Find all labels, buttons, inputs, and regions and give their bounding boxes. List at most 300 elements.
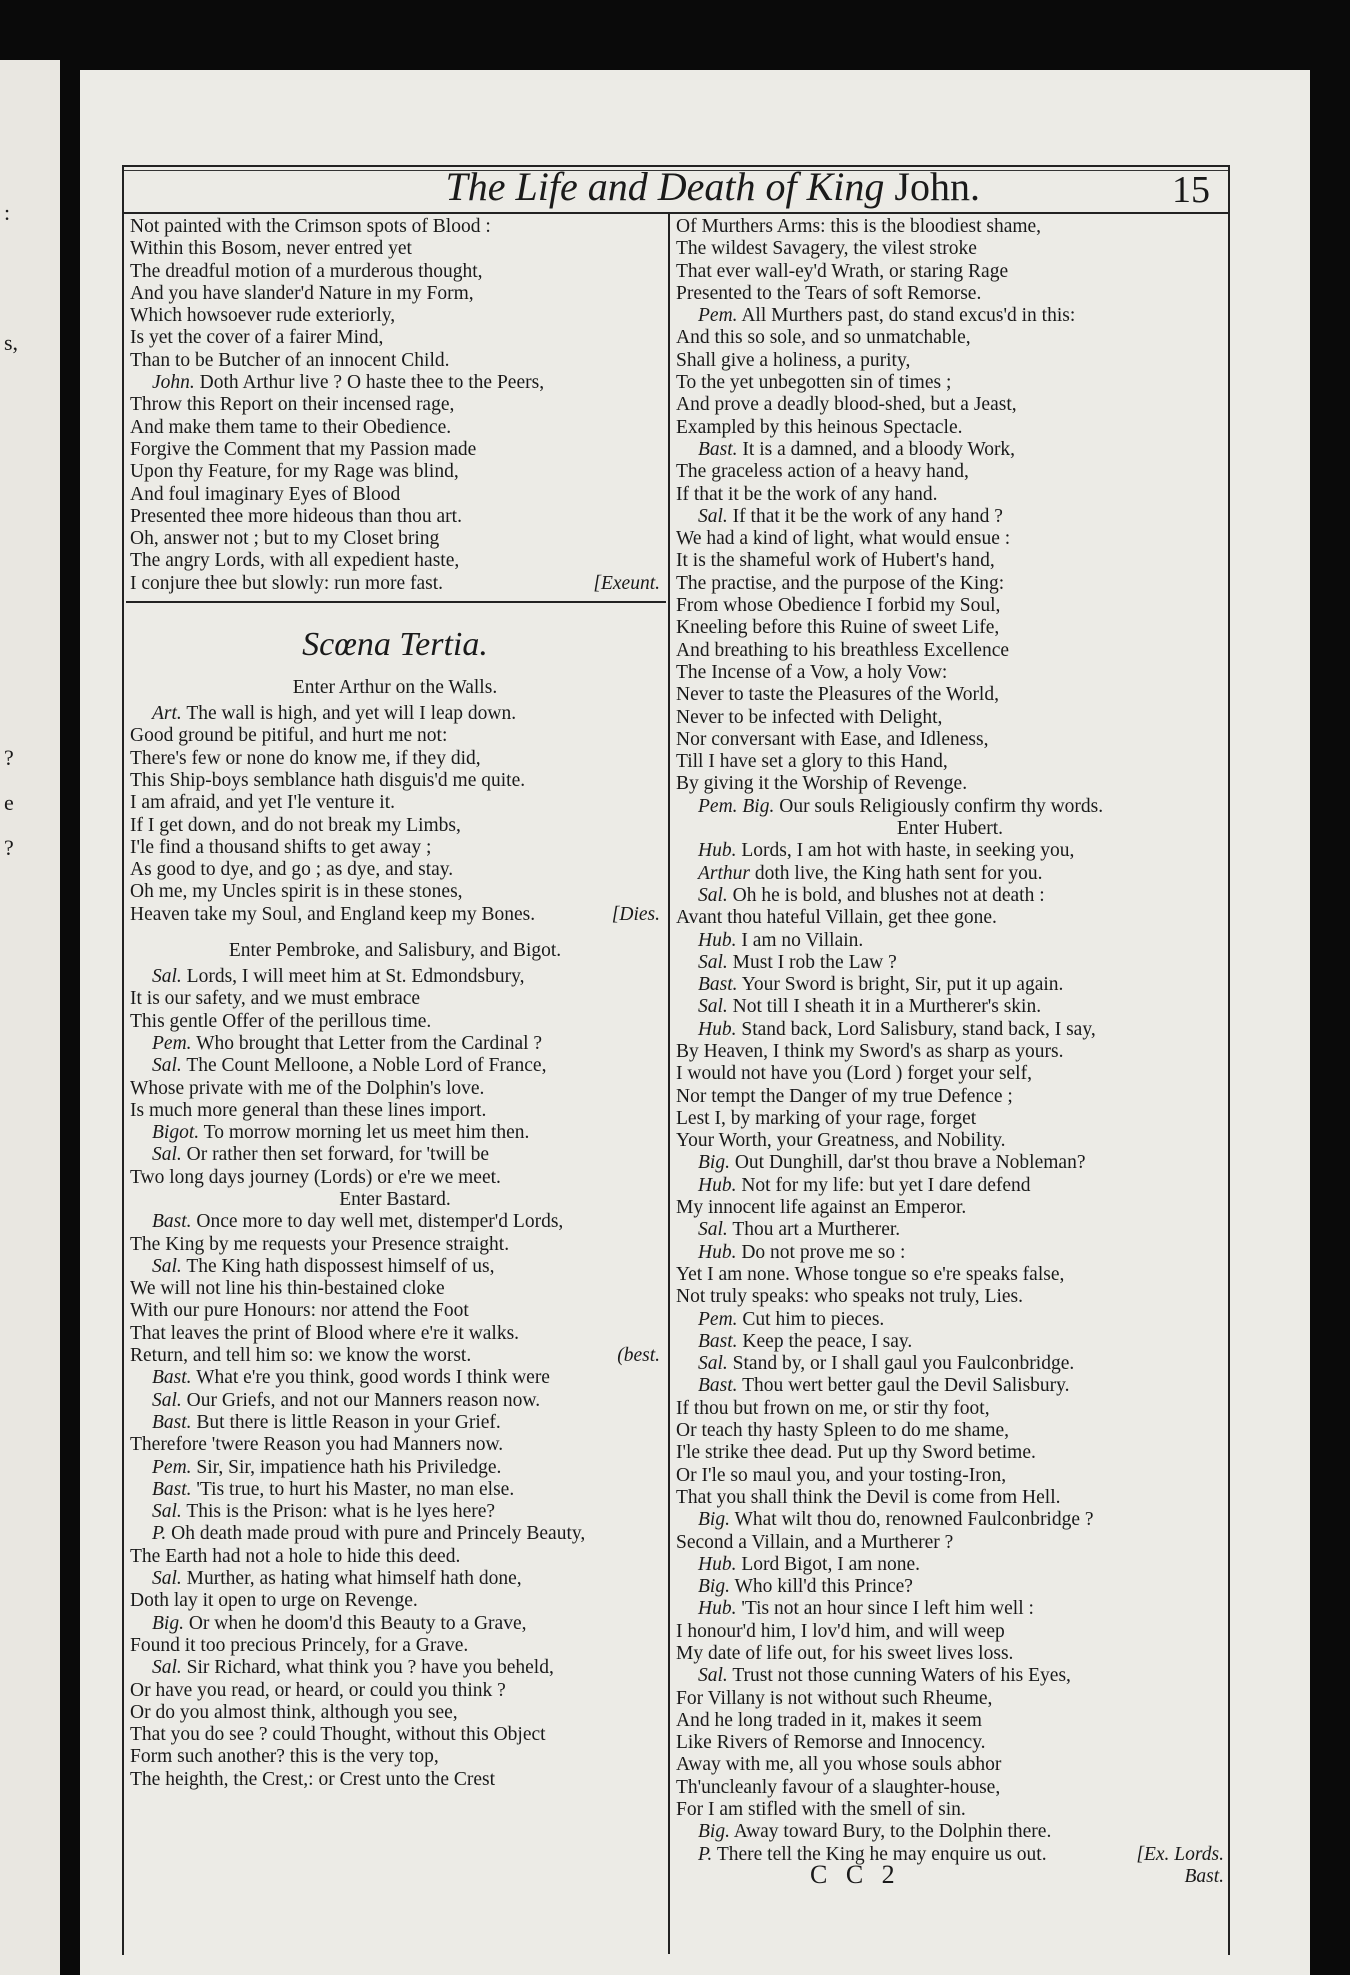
line-text: We had a kind of light, what would ensue : — [676, 528, 1011, 550]
verse-line — [676, 684, 1224, 706]
line-text: Sir Richard, what think you ? have you beheld, — [186, 1657, 554, 1679]
verse-line — [676, 1175, 1224, 1197]
verse-line — [130, 792, 660, 814]
verse-line — [130, 1234, 660, 1256]
line-text: Form such another? this is the very top, — [130, 1746, 439, 1768]
verse-line — [130, 1122, 660, 1144]
previous-page-mark: ? — [4, 745, 14, 770]
verse-line — [676, 1866, 1224, 1888]
line-text: Lords, I am hot with haste, in seeking you, — [741, 840, 1075, 862]
line-text: By Heaven, I think my Sword's as sharp as yours. — [676, 1040, 1064, 1062]
speaker-prefix: Sal. — [152, 1568, 182, 1590]
stage-direction-enter-arthur: Enter Arthur on the Walls. — [292, 677, 498, 699]
verse-line — [676, 885, 1224, 907]
verse-line — [676, 840, 1224, 862]
verse-line — [676, 1197, 1224, 1219]
line-text: Till I have set a glory to this Hand, — [676, 751, 948, 773]
frame-rule-right — [1228, 165, 1230, 1955]
verse-line — [130, 261, 660, 283]
line-text: Therefore 'twere Reason you had Manners now. — [130, 1434, 504, 1456]
left-block-1 — [130, 216, 660, 595]
line-text: Whose private with me of the Dolphin's love. — [130, 1077, 485, 1099]
speaker-prefix: Sal. — [698, 1353, 728, 1375]
speaker-prefix: Pem. — [152, 1456, 192, 1478]
verse-line — [676, 305, 1224, 327]
verse-line — [676, 1086, 1224, 1108]
verse-line — [676, 662, 1224, 684]
verse-line — [676, 261, 1224, 283]
speaker-prefix: Hub. — [698, 1018, 737, 1040]
verse-line — [676, 1219, 1224, 1241]
verse-line — [130, 1367, 660, 1389]
speaker-prefix: Hub. — [698, 1174, 737, 1196]
line-text: Avant thou hateful Villain, get thee gone. — [676, 907, 997, 929]
line-text: Your Worth, your Greatness, and Nobility. — [676, 1130, 1006, 1152]
speaker-prefix: Sal. — [152, 1144, 182, 1166]
line-text: By giving it the Worship of Revenge. — [676, 773, 968, 795]
verse-line — [676, 1442, 1224, 1464]
line-text: Two long days journey (Lords) or e're we meet. — [130, 1166, 501, 1188]
previous-page-edge — [0, 60, 60, 1975]
verse-line — [676, 707, 1224, 729]
speaker-prefix: Bast. — [698, 438, 738, 460]
line-text: That you do see ? could Thought, without this Object — [130, 1724, 546, 1746]
verse-line — [130, 1457, 660, 1479]
speaker-prefix: Sal. — [152, 1255, 182, 1277]
line-text: For I am stifled with the smell of sin. — [676, 1799, 966, 1821]
line-text: Upon thy Feature, for my Rage was blind, — [130, 461, 459, 483]
verse-line — [130, 1078, 660, 1100]
verse-line — [130, 1635, 660, 1657]
speaker-prefix: Pem. — [152, 1032, 192, 1054]
verse-line — [676, 327, 1224, 349]
verse-line — [130, 1278, 660, 1300]
line-text: Oh he is bold, and blushes not at death : — [732, 884, 1045, 906]
verse-line — [676, 1821, 1224, 1843]
header-rule — [124, 212, 1228, 214]
line-text: The graceless action of a heavy hand, — [676, 461, 969, 483]
line-text: What e're you think, good words I think were — [196, 1367, 550, 1389]
line-text: Doth lay it open to urge on Revenge. — [130, 1590, 418, 1612]
line-text: Forgive the Comment that my Passion made — [130, 438, 477, 460]
line-text: Oh, answer not ; but to my Closet bring — [130, 528, 440, 550]
verse-line — [130, 1256, 660, 1278]
verse-line — [676, 996, 1224, 1018]
verse-line — [130, 1680, 660, 1702]
speaker-prefix: John. — [152, 372, 195, 394]
verse-line — [676, 573, 1224, 595]
line-text: But there is little Reason in your Grief. — [196, 1411, 501, 1433]
line-text: Heaven take my Soul, and England keep my Bones. — [130, 903, 536, 925]
stage-direction: Enter Hubert. — [896, 818, 1004, 840]
line-text: Like Rivers of Remorse and Innocency. — [676, 1732, 986, 1754]
verse-line — [676, 1598, 1224, 1620]
line-text: Is yet the cover of a fairer Mind, — [130, 327, 384, 349]
line-text: Thou art a Murtherer. — [732, 1219, 901, 1241]
running-title — [420, 164, 980, 210]
speaker-prefix: Sal. — [152, 1657, 182, 1679]
verse-line — [676, 1309, 1224, 1331]
speaker-prefix: Bast. — [152, 1411, 192, 1433]
speaker-prefix: Big. — [698, 1576, 730, 1598]
line-text: Th'uncleanly favour of a slaughter-house, — [676, 1776, 1001, 1798]
verse-line — [676, 974, 1224, 996]
line-text: The Count Melloone, a Noble Lord of France, — [186, 1055, 547, 1077]
verse-line — [130, 1568, 660, 1590]
verse-line — [130, 1546, 660, 1568]
verse-line — [676, 417, 1224, 439]
line-text: If that it be the work of any hand. — [676, 483, 938, 505]
line-text: Shall give a holiness, a purity, — [676, 349, 911, 371]
line-text: Yet I am none. Whose tongue so e're speaks false, — [676, 1263, 1065, 1285]
verse-line — [676, 484, 1224, 506]
verse-line — [676, 1398, 1224, 1420]
verse-line — [676, 1509, 1224, 1531]
verse-line — [130, 770, 660, 792]
verse-line — [676, 595, 1224, 617]
line-text: Or have you read, or heard, or could you think ? — [130, 1679, 506, 1701]
line-text: Oh me, my Uncles spirit is in these stones, — [130, 881, 463, 903]
line-text: My innocent life against an Emperor. — [676, 1197, 967, 1219]
line-text: And he long traded in it, makes it seem — [676, 1709, 982, 1731]
verse-line — [676, 216, 1224, 238]
line-text: Second a Villain, and a Murtherer ? — [676, 1531, 954, 1553]
speaker-prefix: Hub. — [698, 1598, 737, 1620]
verse-line — [130, 988, 660, 1010]
verse-line — [676, 350, 1224, 372]
verse-line — [130, 904, 660, 926]
previous-page-mark: s, — [4, 330, 19, 355]
verse-line — [130, 1011, 660, 1033]
line-text: I am no Villain. — [741, 929, 864, 951]
line-text: Lords, I will meet him at St. Edmondsbury, — [186, 966, 525, 988]
line-text: Not for my life: but yet I dare defend — [741, 1174, 1031, 1196]
signature-mark: C C 2 — [810, 1860, 901, 1889]
line-text: The Incense of a Vow, a holy Vow: — [676, 661, 948, 683]
verse-line — [676, 1242, 1224, 1264]
speaker-prefix: Sal. — [152, 1055, 182, 1077]
line-text: Throw this Report on their incensed rage, — [130, 394, 455, 416]
verse-line — [130, 1345, 660, 1367]
verse-line — [130, 703, 660, 725]
line-flush-text: [Exeunt. — [593, 572, 660, 594]
verse-line — [676, 372, 1224, 394]
left-block-3 — [130, 966, 660, 1791]
line-text: Stand by, or I shall gaul you Faulconbridge. — [732, 1353, 1075, 1375]
previous-page-mark: : — [4, 200, 11, 225]
line-text: It is the shameful work of Hubert's hand, — [676, 550, 995, 572]
line-text: Return, and tell him so: we know the worst. — [130, 1345, 472, 1367]
running-title-name: John. — [894, 164, 980, 209]
verse-line — [130, 1746, 660, 1768]
line-text: The King hath dispossest himself of us, — [186, 1255, 495, 1277]
line-text: If that it be the work of any hand ? — [732, 505, 1003, 527]
line-text: Good ground be pitiful, and hurt me not: — [130, 725, 448, 747]
speaker-prefix: Hub. — [698, 929, 737, 951]
line-text: Not painted with the Crimson spots of Blood : — [130, 216, 491, 237]
verse-line — [676, 1688, 1224, 1710]
speaker-prefix: Arthur — [698, 862, 751, 884]
verse-line — [676, 1063, 1224, 1085]
speaker-prefix: Sal. — [698, 996, 728, 1018]
speaker-prefix: Sal. — [152, 1501, 182, 1523]
verse-line — [130, 1769, 660, 1791]
verse-line — [676, 394, 1224, 416]
verse-line — [676, 439, 1224, 461]
line-text: There's few or none do know me, if they did, — [130, 747, 481, 769]
line-text: Oh death made proud with pure and Princely Beauty, — [171, 1523, 586, 1545]
line-text: Cut him to pieces. — [742, 1308, 885, 1330]
verse-line — [676, 729, 1224, 751]
frame-rule-left — [122, 165, 124, 1955]
line-text: There tell the King he may enquire us out. — [716, 1843, 1047, 1865]
verse-line — [676, 1264, 1224, 1286]
verse-line — [130, 1724, 660, 1746]
line-text: Keep the peace, I say. — [742, 1330, 913, 1352]
line-text: Murther, as hating what himself hath done, — [186, 1568, 522, 1590]
speaker-prefix: Sal. — [698, 1219, 728, 1241]
line-text: Thou wert better gaul the Devil Salisbury. — [742, 1375, 1070, 1397]
line-text: Must I rob the Law ? — [732, 951, 897, 973]
line-text: Doth Arthur live ? O haste thee to the Peers, — [199, 372, 545, 394]
line-text: Who brought that Letter from the Cardinal ? — [196, 1032, 543, 1054]
line-text: What wilt thou do, renowned Faulconbridge ? — [734, 1509, 1094, 1531]
line-text: The angry Lords, with all expedient haste, — [130, 550, 460, 572]
verse-line — [676, 1487, 1224, 1509]
line-text: Or when he doom'd this Beauty to a Grave, — [188, 1612, 527, 1634]
line-text: The King by me requests your Presence straight. — [130, 1233, 510, 1255]
verse-line — [676, 640, 1224, 662]
verse-line — [676, 617, 1224, 639]
verse-line — [676, 1643, 1224, 1665]
line-text: If thou but frown on me, or stir thy foot, — [676, 1397, 990, 1419]
verse-line — [676, 1665, 1224, 1687]
speaker-prefix: Pem. Big. — [698, 795, 775, 817]
verse-line — [130, 573, 660, 595]
verse-line — [130, 417, 660, 439]
verse-line — [130, 1144, 660, 1166]
page-number: 15 — [1172, 169, 1210, 211]
line-text: Our souls Religiously confirm thy words. — [779, 795, 1104, 817]
verse-line — [130, 327, 660, 349]
line-text: Away toward Bury, to the Dolphin there. — [733, 1821, 1052, 1843]
line-text: Or teach thy hasty Spleen to do me shame, — [676, 1420, 1010, 1442]
verse-line — [676, 1554, 1224, 1576]
speaker-prefix: Pem. — [698, 305, 738, 327]
verse-line — [676, 1108, 1224, 1130]
line-text: Away with me, all you whose souls abhor — [676, 1754, 1002, 1776]
line-text: This is the Prison: what is he lyes here? — [186, 1501, 496, 1523]
line-text: This gentle Offer of the perillous time. — [130, 1010, 432, 1032]
verse-line — [130, 1613, 660, 1635]
verse-line — [676, 1130, 1224, 1152]
line-text: And this so sole, and so unmatchable, — [676, 327, 971, 349]
verse-line — [676, 863, 1224, 885]
line-flush-text: (best. — [617, 1345, 660, 1367]
verse-line — [130, 1501, 660, 1523]
line-text: I'le find a thousand shifts to get away ; — [130, 836, 432, 858]
verse-line — [130, 350, 660, 372]
verse-line — [130, 550, 660, 572]
line-text: doth live, the King hath sent for you. — [754, 862, 1043, 884]
verse-line — [676, 238, 1224, 260]
verse-line — [130, 1167, 660, 1189]
verse-line — [130, 1434, 660, 1456]
speaker-prefix: Sal. — [152, 966, 182, 988]
line-text: I am afraid, and yet I'le venture it. — [130, 792, 396, 814]
line-text: For Villany is not without such Rheume, — [676, 1687, 993, 1709]
speaker-prefix: P. — [698, 1843, 713, 1865]
verse-line — [676, 1331, 1224, 1353]
speaker-prefix: Art. — [152, 703, 182, 725]
line-text: 'Tis true, to hurt his Master, no man else. — [196, 1478, 515, 1500]
verse-line — [130, 1702, 660, 1724]
line-flush-text: [Dies. — [611, 903, 660, 925]
verse-line — [130, 1657, 660, 1679]
line-text: We will not line his thin-bestained cloke — [130, 1278, 445, 1300]
verse-line — [130, 506, 660, 528]
verse-line — [676, 1465, 1224, 1487]
speaker-prefix: Sal. — [698, 505, 728, 527]
verse-line — [676, 1532, 1224, 1554]
line-text: Within this Bosom, never entred yet — [130, 238, 412, 260]
line-text: The practise, and the purpose of the King: — [676, 572, 1005, 594]
line-text: The heighth, the Crest,: or Crest unto the Crest — [130, 1768, 496, 1790]
line-text: Or I'le so maul you, and your tosting-Iron, — [676, 1464, 1007, 1486]
line-text: Presented thee more hideous than thou art. — [130, 505, 462, 527]
line-text: Exampled by this heinous Spectacle. — [676, 416, 963, 438]
verse-line — [130, 837, 660, 859]
verse-line — [130, 372, 660, 394]
line-text: The wall is high, and yet will I leap down. — [186, 703, 517, 725]
verse-line — [130, 1211, 660, 1233]
line-text: Out Dunghill, dar'st thou brave a Nobleman? — [734, 1152, 1086, 1174]
speaker-prefix: Bast. — [698, 974, 738, 996]
speaker-prefix: Bast. — [698, 1375, 738, 1397]
line-text: Not truly speaks: who speaks not truly, Lies. — [676, 1286, 1023, 1308]
verse-line — [130, 528, 660, 550]
scene-divider-rule — [126, 601, 666, 603]
line-text: This Ship-boys semblance hath disguis'd me quite. — [130, 769, 526, 791]
column-divider — [668, 214, 670, 1954]
line-text: Than to be Butcher of an innocent Child. — [130, 349, 450, 371]
line-text: Do not prove me so : — [741, 1241, 906, 1263]
speaker-prefix: P. — [152, 1523, 167, 1545]
verse-line — [676, 1152, 1224, 1174]
line-flush-text: Bast. — [1184, 1865, 1224, 1887]
line-text: 'Tis not an hour since I left him well : — [741, 1598, 1034, 1620]
line-text: Who kill'd this Prince? — [734, 1576, 913, 1598]
speaker-prefix: Big. — [698, 1152, 730, 1174]
verse-line — [130, 725, 660, 747]
line-text: And foul imaginary Eyes of Blood — [130, 483, 401, 505]
verse-line — [130, 439, 660, 461]
line-text: To the yet unbegotten sin of times ; — [676, 372, 952, 394]
speaker-prefix: Pem. — [698, 1308, 738, 1330]
line-text: Is much more general than these lines import. — [130, 1099, 487, 1121]
speaker-prefix: Bigot. — [152, 1122, 200, 1144]
verse-line — [676, 1844, 1224, 1866]
scene-title: Scœna Tertia. — [302, 626, 488, 664]
verse-line — [130, 461, 660, 483]
verse-line — [676, 1019, 1224, 1041]
line-text: As good to dye, and go ; as dye, and stay. — [130, 859, 454, 881]
verse-line — [676, 1754, 1224, 1776]
verse-line — [676, 1353, 1224, 1375]
line-text: Lest I, by marking of your rage, forget — [676, 1107, 977, 1129]
verse-line — [130, 1590, 660, 1612]
line-text: From whose Obedience I forbid my Soul, — [676, 595, 1001, 617]
left-column — [130, 216, 660, 1791]
previous-page-mark: ? — [4, 835, 14, 860]
line-text: It is a damned, and a bloody Work, — [742, 438, 1016, 460]
verse-line — [676, 930, 1224, 952]
line-text: Which howsoever rude exteriorly, — [130, 305, 396, 327]
verse-line — [676, 1621, 1224, 1643]
running-title-italic: The Life and Death of King — [445, 164, 885, 209]
line-text: Sir, Sir, impatience hath his Priviledge. — [196, 1456, 502, 1478]
verse-line — [676, 1732, 1224, 1754]
speaker-prefix: Bast. — [698, 1330, 738, 1352]
line-text: Or do you almost think, although you see, — [130, 1701, 458, 1723]
speaker-prefix: Hub. — [698, 1241, 737, 1263]
line-text: Or rather then set forward, for 'twill be — [186, 1144, 490, 1166]
line-text: And prove a deadly blood-shed, but a Jeast, — [676, 394, 1017, 416]
line-text: Stand back, Lord Salisbury, stand back, I say, — [741, 1018, 1096, 1040]
right-column — [676, 216, 1224, 1888]
verse-line — [130, 1033, 660, 1055]
line-flush-text: [Ex. Lords. — [1136, 1843, 1224, 1865]
verse-line — [676, 952, 1224, 974]
verse-line — [676, 796, 1224, 818]
speaker-prefix: Bast. — [152, 1478, 192, 1500]
line-text: With our pure Honours: nor attend the Foot — [130, 1300, 469, 1322]
verse-line — [130, 394, 660, 416]
speaker-prefix: Hub. — [698, 1553, 737, 1575]
stage-direction: Enter Bastard. — [339, 1188, 451, 1210]
line-text: Presented to the Tears of soft Remorse. — [676, 282, 982, 304]
verse-line — [676, 773, 1224, 795]
verse-line — [676, 1777, 1224, 1799]
line-text: That ever wall-ey'd Wrath, or staring Rage — [676, 260, 1009, 282]
line-text: To morrow morning let us meet him then. — [203, 1122, 530, 1144]
speaker-prefix: Sal. — [698, 884, 728, 906]
line-text: The Earth had not a hole to hide this deed. — [130, 1545, 461, 1567]
speaker-prefix: Bast. — [152, 1367, 192, 1389]
speaker-prefix: Big. — [698, 1821, 730, 1843]
verse-line — [130, 1390, 660, 1412]
line-text: And breathing to his breathless Excellence — [676, 639, 1010, 661]
verse-line — [130, 1055, 660, 1077]
verse-line — [130, 1412, 660, 1434]
line-text: Once more to day well met, distemper'd Lords, — [196, 1211, 564, 1233]
line-text: I'le strike thee dead. Put up thy Sword betime. — [676, 1442, 1036, 1464]
verse-line — [676, 550, 1224, 572]
line-text: Lord Bigot, I am none. — [741, 1553, 921, 1575]
line-text: Nor conversant with Ease, and Idleness, — [676, 728, 989, 750]
verse-line — [676, 1799, 1224, 1821]
verse-line — [676, 1710, 1224, 1732]
verse-line — [130, 283, 660, 305]
left-block-2 — [130, 703, 660, 926]
verse-line — [676, 506, 1224, 528]
verse-line — [130, 815, 660, 837]
line-text: That you shall think the Devil is come from Hell. — [676, 1486, 1061, 1508]
speaker-prefix: Big. — [152, 1612, 184, 1634]
speaker-prefix: Hub. — [698, 840, 737, 862]
verse-line — [676, 1420, 1224, 1442]
verse-line — [130, 859, 660, 881]
